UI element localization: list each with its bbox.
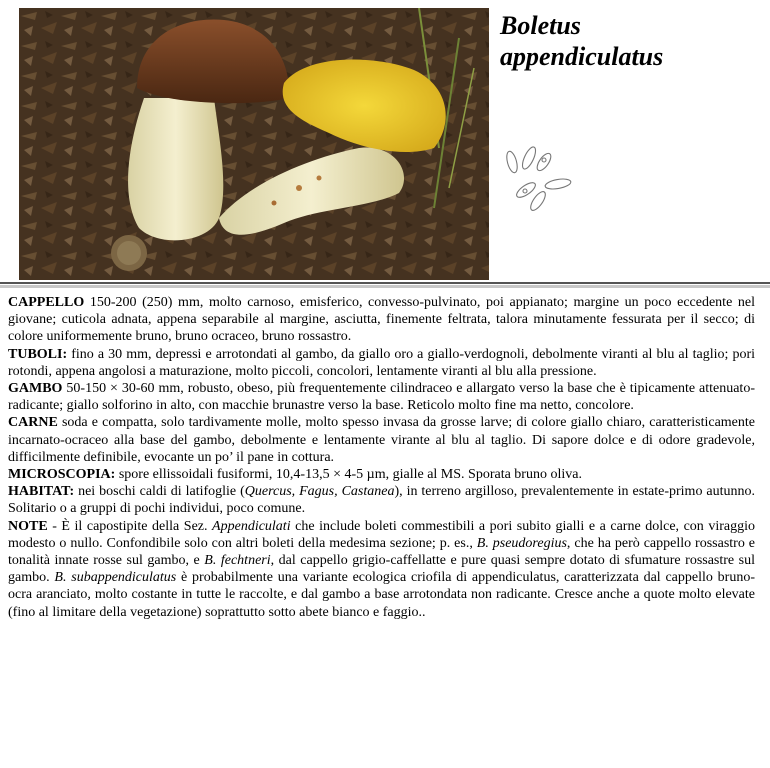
section-heading: NOTE xyxy=(8,518,48,534)
title-epithet: appendiculatus xyxy=(500,42,664,71)
section-heading: GAMBO xyxy=(8,381,63,397)
species-title xyxy=(500,10,663,72)
italic-taxon: B. pseudoregius xyxy=(476,535,567,551)
section-gambo xyxy=(8,380,755,414)
section-cappello xyxy=(8,294,755,346)
italic-taxon: Quercus, Fagus, Castanea xyxy=(244,484,395,500)
section-microscopia xyxy=(8,466,755,483)
title-genus: Boletus xyxy=(500,11,581,40)
section-text: , che ha però cappello rossastro e tonalità innate rosse sul gambo, e xyxy=(8,535,755,569)
section-heading: TUBOLI: xyxy=(8,346,68,362)
italic-taxon: Appendiculati xyxy=(212,518,291,534)
spore-sketch-icon xyxy=(500,140,580,220)
section-habitat xyxy=(8,483,755,517)
section-text: , dal cappello grigio-caffellatte e pure quasi sempre dotato di sfumature rossastre sul gambo. xyxy=(8,553,756,586)
italic-taxon: B. fechtneri xyxy=(204,553,271,569)
section-text: nei boschi caldi di latifoglie ( xyxy=(74,484,245,500)
section-text: è probabilmente una variante ecologica criofila di appendiculatus, caratterizzata dal cappello bruno-ocra aranciato, molto costante in tutte le raccolte, e dal gambo a base arrotondata non radicante. Cresce anche a quote molto elevate (fino al limitare della vegetazione) soprattutto sotto abete bianco e faggio.. xyxy=(8,570,756,620)
section-text: - È il capostipite della Sez. xyxy=(47,518,213,534)
section-text: spore ellissoidali fusiformi, 10,4-13,5 × 4-5 µm, gialle al MS. Sporata bruno oliva. xyxy=(115,467,582,483)
section-text: 50-150 × 30-60 mm, robusto, obeso, più frequentemente cilindraceo e allargato verso la base che è tipicamente attenuato-radicante; giallo solforino in alto, con macchie brunastre verso la base. Reticolo molto fine ma netto, concolore. xyxy=(8,381,755,414)
section-heading: CAPPELLO xyxy=(8,295,85,310)
section-text: 150-200 (250) mm, molto carnoso, emisferico, convesso-pulvinato, poi appianato; margine un poco eccedente nel giovane; cuticola adnata, appena separabile al margine, asciutta, finemente feltrata, talora minutamente fessurata per il secco; di colore uniformemente bruno, bruno ocraceo, bruno rossastro. xyxy=(8,295,755,345)
section-text: fino a 30 mm, depressi e arrotondati al gambo, da giallo oro a giallo-verdognoli, debolmente viranti al blu al taglio; pori rotondi, appena angolosi a maturazione, molto piccoli, concolori, lentamente viranti al blu alla pressione. xyxy=(8,346,755,379)
section-tuboli xyxy=(8,346,755,380)
section-heading: CARNE xyxy=(8,415,58,431)
section-heading: HABITAT: xyxy=(8,484,75,500)
section-text: soda e compatta, solo tardivamente molle, molto spesso invasa da grosse larve; di colore giallo chiaro, caratteristicamente incarnato-ocraceo alla base del gambo, debolmente e lentamente virante al blu al taglio. Di sapore dolce e di odore gradevole, difficilmente definibile, evocante un po’ il pane in cottura. xyxy=(8,415,755,465)
section-note xyxy=(8,518,755,621)
description-text xyxy=(8,294,755,621)
section-heading: MICROSCOPIA: xyxy=(8,467,116,483)
boletus-photo xyxy=(19,8,489,280)
section-text: che include boleti commestibili a pori subito gialli e a carne dolce, con viraggio modesto o nullo. Confondibile solo con altri boleti della medesima sezione; p. es., xyxy=(8,518,755,551)
italic-taxon: B. subappendiculatus xyxy=(54,570,177,586)
section-carne xyxy=(8,414,755,466)
separator-rule xyxy=(0,282,770,288)
section-text: ), in terreno argilloso, prevalentemente in estate-primo autunno. Solitario o a gruppi di pochi individui, poco comune. xyxy=(8,484,756,517)
